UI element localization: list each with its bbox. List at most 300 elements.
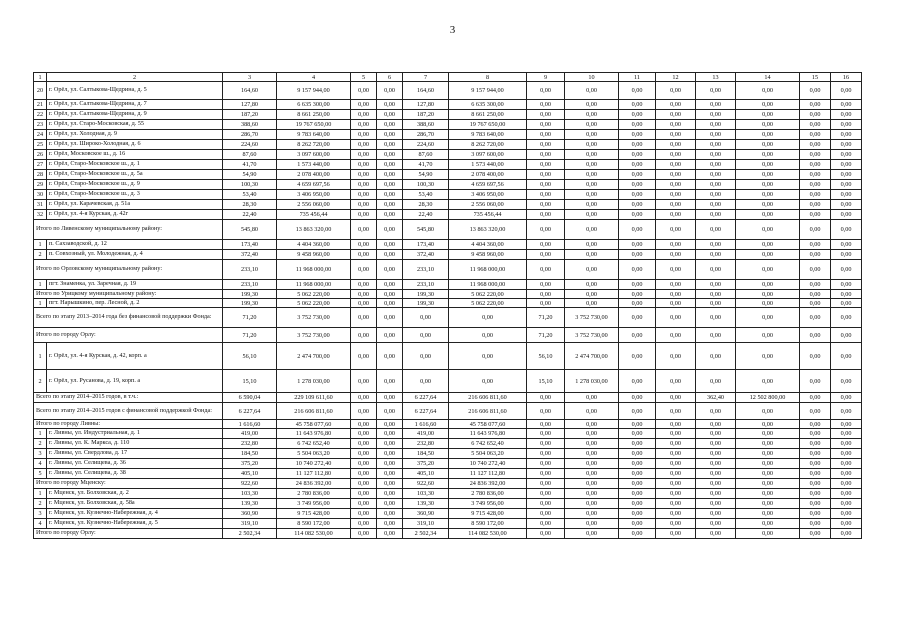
value-cell: 0,00	[656, 529, 696, 539]
value-cell: 41,70	[223, 160, 277, 170]
value-cell: 199,30	[223, 290, 277, 299]
value-cell: 0,00	[696, 130, 736, 140]
value-cell: 0,00	[351, 280, 377, 290]
value-cell: 0,00	[377, 110, 403, 120]
value-cell: 0,00	[696, 160, 736, 170]
value-cell: 0,00	[351, 210, 377, 220]
value-cell: 6 227,64	[403, 403, 449, 420]
value-cell: 0,00	[656, 449, 696, 459]
value-cell: 0,00	[619, 509, 656, 519]
value-cell: 0,00	[565, 290, 619, 299]
value-cell: 8 262 720,00	[277, 140, 351, 150]
value-cell: 233,10	[403, 280, 449, 290]
value-cell: 0,00	[351, 82, 377, 100]
value-cell: 11 968 000,00	[277, 260, 351, 280]
value-cell: 9 715 428,00	[449, 509, 527, 519]
value-cell: 0,00	[565, 140, 619, 150]
value-cell: 0,00	[377, 220, 403, 240]
value-cell: 19 767 650,00	[277, 120, 351, 130]
value-cell: 0,00	[351, 240, 377, 250]
value-cell: 0,00	[736, 499, 800, 509]
value-cell: 0,00	[800, 100, 831, 110]
value-cell: 11 968 000,00	[449, 280, 527, 290]
value-cell: 0,00	[351, 200, 377, 210]
value-cell: 100,30	[403, 180, 449, 190]
column-number: 4	[277, 73, 351, 82]
value-cell: 0,00	[619, 393, 656, 403]
value-cell: 0,00	[831, 120, 862, 130]
value-cell: 735 456,44	[277, 210, 351, 220]
value-cell: 0,00	[377, 170, 403, 180]
value-cell: 4 404 360,00	[277, 240, 351, 250]
value-cell: 0,00	[831, 393, 862, 403]
value-cell: 3 406 950,00	[277, 190, 351, 200]
value-cell: 103,30	[223, 489, 277, 499]
value-cell: 0,00	[619, 280, 656, 290]
value-cell: 735 456,44	[449, 210, 527, 220]
value-cell: 0,00	[351, 370, 377, 393]
value-cell: 0,00	[736, 220, 800, 240]
address-cell: г. Орёл, Старо-Московское ш., д. 1	[47, 160, 223, 170]
address-cell: г. Орёл, Старо-Московское ш., д. 3	[47, 190, 223, 200]
value-cell: 0,00	[656, 459, 696, 469]
address-cell: пгт. Знаменка, ул. Заречная, д. 19	[47, 280, 223, 290]
value-cell: 0,00	[696, 100, 736, 110]
table-row	[34, 110, 862, 120]
value-cell: 0,00	[527, 180, 565, 190]
value-cell: 0,00	[831, 290, 862, 299]
value-cell: 0,00	[377, 459, 403, 469]
value-cell: 0,00	[527, 130, 565, 140]
value-cell: 71,20	[223, 308, 277, 328]
table-row	[34, 160, 862, 170]
row-number: 28	[34, 170, 47, 180]
value-cell: 0,00	[619, 308, 656, 328]
total-label: Итого по городу Орлу:	[34, 529, 223, 539]
value-cell: 0,00	[696, 190, 736, 200]
value-cell: 0,00	[565, 479, 619, 489]
value-cell: 2 078 400,00	[277, 170, 351, 180]
value-cell: 375,20	[223, 459, 277, 469]
row-number: 2	[34, 499, 47, 509]
address-cell: г. Мценск, ул. Кузнечно-Набережная, д. 4	[47, 509, 223, 519]
value-cell: 0,00	[565, 82, 619, 100]
value-cell: 319,10	[223, 519, 277, 529]
value-cell: 184,50	[223, 449, 277, 459]
value-cell: 0,00	[736, 420, 800, 429]
value-cell: 0,00	[800, 290, 831, 299]
value-cell: 0,00	[403, 370, 449, 393]
value-cell: 0,00	[656, 140, 696, 150]
value-cell: 87,60	[403, 150, 449, 160]
value-cell: 360,90	[223, 509, 277, 519]
value-cell: 0,00	[800, 120, 831, 130]
value-cell: 0,00	[736, 370, 800, 393]
value-cell: 0,00	[656, 130, 696, 140]
address-cell: г. Орёл, ул. Салтыкова-Щедрина, д. 9	[47, 110, 223, 120]
value-cell: 0,00	[696, 180, 736, 190]
value-cell: 0,00	[800, 469, 831, 479]
value-cell: 0,00	[656, 370, 696, 393]
column-number: 15	[800, 73, 831, 82]
value-cell: 0,00	[696, 200, 736, 210]
value-cell: 0,00	[831, 170, 862, 180]
value-cell: 0,00	[696, 240, 736, 250]
value-cell: 0,00	[377, 120, 403, 130]
value-cell: 4 659 697,56	[449, 180, 527, 190]
value-cell: 0,00	[800, 370, 831, 393]
value-cell: 100,30	[223, 180, 277, 190]
value-cell: 0,00	[565, 299, 619, 308]
value-cell: 0,00	[619, 459, 656, 469]
value-cell: 0,00	[831, 499, 862, 509]
value-cell: 0,00	[800, 489, 831, 499]
value-cell: 56,10	[527, 343, 565, 370]
address-cell: г. Орёл, ул. Холодная, д. 9	[47, 130, 223, 140]
value-cell: 0,00	[619, 100, 656, 110]
value-cell: 0,00	[351, 299, 377, 308]
value-cell: 53,40	[223, 190, 277, 200]
value-cell: 0,00	[736, 479, 800, 489]
table-row	[34, 489, 862, 499]
value-cell: 405,10	[403, 469, 449, 479]
value-cell: 0,00	[527, 220, 565, 240]
value-cell: 9 715 428,00	[277, 509, 351, 519]
value-cell: 0,00	[351, 509, 377, 519]
value-cell: 0,00	[800, 82, 831, 100]
total-row	[34, 393, 862, 403]
value-cell: 0,00	[831, 529, 862, 539]
value-cell: 103,30	[403, 489, 449, 499]
value-cell: 0,00	[656, 170, 696, 180]
value-cell: 0,00	[831, 403, 862, 420]
value-cell: 388,60	[223, 120, 277, 130]
value-cell: 5 062 220,00	[277, 290, 351, 299]
value-cell: 0,00	[619, 489, 656, 499]
value-cell: 0,00	[527, 240, 565, 250]
value-cell: 0,00	[619, 82, 656, 100]
value-cell: 0,00	[656, 429, 696, 439]
value-cell: 0,00	[565, 280, 619, 290]
value-cell: 0,00	[831, 160, 862, 170]
value-cell: 0,00	[800, 190, 831, 200]
table-row	[34, 499, 862, 509]
value-cell: 0,00	[527, 120, 565, 130]
value-cell: 24 836 392,00	[277, 479, 351, 489]
row-number: 2	[34, 370, 47, 393]
value-cell: 545,80	[403, 220, 449, 240]
value-cell: 0,00	[696, 280, 736, 290]
value-cell: 0,00	[736, 459, 800, 469]
value-cell: 0,00	[565, 469, 619, 479]
value-cell: 28,30	[223, 200, 277, 210]
value-cell: 0,00	[565, 200, 619, 210]
value-cell: 0,00	[831, 370, 862, 393]
column-number: 13	[696, 73, 736, 82]
table-row	[34, 200, 862, 210]
value-cell: 0,00	[377, 479, 403, 489]
value-cell: 0,00	[565, 250, 619, 260]
value-cell: 0,00	[351, 100, 377, 110]
value-cell: 0,00	[619, 499, 656, 509]
value-cell: 187,20	[403, 110, 449, 120]
address-cell: г. Ливны, ул. Селищева, д. 38	[47, 469, 223, 479]
value-cell: 0,00	[565, 190, 619, 200]
value-cell: 8 661 250,00	[449, 110, 527, 120]
value-cell: 286,70	[223, 130, 277, 140]
value-cell: 45 758 077,60	[277, 420, 351, 429]
value-cell: 0,00	[800, 308, 831, 328]
value-cell: 9 157 944,00	[449, 82, 527, 100]
value-cell: 0,00	[565, 529, 619, 539]
value-cell: 0,00	[527, 519, 565, 529]
value-cell: 229 109 611,60	[277, 393, 351, 403]
value-cell: 0,00	[696, 429, 736, 439]
column-number: 11	[619, 73, 656, 82]
value-cell: 5 504 063,20	[277, 449, 351, 459]
value-cell: 0,00	[656, 160, 696, 170]
value-cell: 5 062 220,00	[277, 299, 351, 308]
value-cell: 0,00	[351, 120, 377, 130]
value-cell: 0,00	[527, 250, 565, 260]
value-cell: 0,00	[831, 519, 862, 529]
value-cell: 419,00	[403, 429, 449, 439]
value-cell: 0,00	[800, 280, 831, 290]
value-cell: 0,00	[831, 250, 862, 260]
address-cell: г. Мценск, ул. Кузнечно-Набережная, д. 5	[47, 519, 223, 529]
total-row	[34, 529, 862, 539]
value-cell: 0,00	[565, 180, 619, 190]
value-cell: 0,00	[527, 449, 565, 459]
row-number: 30	[34, 190, 47, 200]
value-cell: 11 643 976,80	[277, 429, 351, 439]
value-cell: 0,00	[351, 290, 377, 299]
value-cell: 0,00	[800, 220, 831, 240]
value-cell: 0,00	[800, 210, 831, 220]
value-cell: 164,60	[403, 82, 449, 100]
total-label: Итого по городу Мценску:	[34, 479, 223, 489]
value-cell: 0,00	[800, 459, 831, 469]
value-cell: 0,00	[656, 328, 696, 343]
value-cell: 0,00	[449, 308, 527, 328]
value-cell: 0,00	[351, 420, 377, 429]
table-row	[34, 130, 862, 140]
value-cell: 4 659 697,56	[277, 180, 351, 190]
value-cell: 0,00	[831, 509, 862, 519]
address-cell: г. Орёл, Старо-Московское ш., д. 5а	[47, 170, 223, 180]
value-cell: 0,00	[736, 489, 800, 499]
value-cell: 0,00	[696, 140, 736, 150]
value-cell: 372,40	[223, 250, 277, 260]
value-cell: 0,00	[377, 328, 403, 343]
value-cell: 0,00	[565, 100, 619, 110]
value-cell: 6 742 652,40	[277, 439, 351, 449]
value-cell: 0,00	[656, 420, 696, 429]
value-cell: 9 458 960,00	[277, 250, 351, 260]
value-cell: 114 082 530,00	[277, 529, 351, 539]
value-cell: 0,00	[377, 82, 403, 100]
value-cell: 8 262 720,00	[449, 140, 527, 150]
column-number: 12	[656, 73, 696, 82]
value-cell: 0,00	[527, 160, 565, 170]
address-cell: г. Орёл, ул. Карачевская, д. 51а	[47, 200, 223, 210]
column-number: 8	[449, 73, 527, 82]
value-cell: 0,00	[449, 370, 527, 393]
total-row	[34, 420, 862, 429]
value-cell: 0,00	[800, 479, 831, 489]
value-cell: 9 783 640,00	[277, 130, 351, 140]
total-row	[34, 220, 862, 240]
value-cell: 0,00	[800, 439, 831, 449]
value-cell: 10 740 272,40	[277, 459, 351, 469]
value-cell: 0,00	[565, 220, 619, 240]
value-cell: 0,00	[736, 180, 800, 190]
value-cell: 0,00	[377, 240, 403, 250]
page-number: 3	[449, 24, 456, 36]
value-cell: 0,00	[656, 220, 696, 240]
value-cell: 0,00	[527, 499, 565, 509]
value-cell: 0,00	[619, 343, 656, 370]
value-cell: 173,40	[223, 240, 277, 250]
value-cell: 0,00	[565, 403, 619, 420]
value-cell: 0,00	[377, 150, 403, 160]
value-cell: 0,00	[831, 210, 862, 220]
value-cell: 2 556 060,00	[277, 200, 351, 210]
address-cell: п. Сахзаводской, д. 12	[47, 240, 223, 250]
value-cell: 0,00	[696, 370, 736, 393]
row-number: 2	[34, 439, 47, 449]
value-cell: 0,00	[377, 260, 403, 280]
value-cell: 2 502,34	[403, 529, 449, 539]
value-cell: 199,30	[403, 290, 449, 299]
value-cell: 372,40	[403, 250, 449, 260]
value-cell: 0,00	[565, 509, 619, 519]
value-cell: 419,00	[223, 429, 277, 439]
value-cell: 0,00	[351, 170, 377, 180]
value-cell: 0,00	[377, 290, 403, 299]
value-cell: 0,00	[351, 150, 377, 160]
value-cell: 0,00	[831, 260, 862, 280]
value-cell: 0,00	[619, 299, 656, 308]
total-row	[34, 260, 862, 280]
value-cell: 2 780 836,00	[277, 489, 351, 499]
value-cell: 0,00	[696, 82, 736, 100]
value-cell: 0,00	[736, 140, 800, 150]
value-cell: 41,70	[403, 160, 449, 170]
value-cell: 0,00	[565, 489, 619, 499]
row-number: 3	[34, 509, 47, 519]
value-cell: 0,00	[619, 479, 656, 489]
column-number-header	[34, 73, 862, 82]
value-cell: 11 968 000,00	[449, 260, 527, 280]
value-cell: 6 590,04	[223, 393, 277, 403]
row-number: 1	[34, 299, 47, 308]
value-cell: 0,00	[736, 110, 800, 120]
value-cell: 0,00	[736, 308, 800, 328]
table-row	[34, 449, 862, 459]
value-cell: 1 573 440,00	[449, 160, 527, 170]
value-cell: 0,00	[831, 140, 862, 150]
value-cell: 0,00	[351, 260, 377, 280]
row-number: 20	[34, 82, 47, 100]
value-cell: 0,00	[736, 250, 800, 260]
value-cell: 3 749 956,00	[277, 499, 351, 509]
value-cell: 6 635 300,00	[449, 100, 527, 110]
value-cell: 0,00	[565, 459, 619, 469]
table-row	[34, 370, 862, 393]
value-cell: 224,60	[403, 140, 449, 150]
value-cell: 13 863 320,00	[277, 220, 351, 240]
value-cell: 0,00	[619, 210, 656, 220]
value-cell: 0,00	[800, 250, 831, 260]
value-cell: 0,00	[377, 160, 403, 170]
value-cell: 0,00	[619, 200, 656, 210]
value-cell: 0,00	[565, 150, 619, 160]
row-number: 29	[34, 180, 47, 190]
value-cell: 0,00	[656, 180, 696, 190]
value-cell: 388,60	[403, 120, 449, 130]
value-cell: 3 749 956,00	[449, 499, 527, 509]
value-cell: 0,00	[351, 250, 377, 260]
value-cell: 5 504 063,20	[449, 449, 527, 459]
column-number: 2	[47, 73, 223, 82]
value-cell: 0,00	[527, 280, 565, 290]
value-cell: 0,00	[619, 420, 656, 429]
value-cell: 0,00	[736, 469, 800, 479]
value-cell: 0,00	[656, 150, 696, 160]
value-cell: 0,00	[736, 170, 800, 180]
value-cell: 0,00	[656, 260, 696, 280]
value-cell: 0,00	[619, 150, 656, 160]
row-number: 21	[34, 100, 47, 110]
table-row	[34, 180, 862, 190]
value-cell: 0,00	[619, 220, 656, 240]
row-number: 4	[34, 519, 47, 529]
address-cell: г. Орёл, Старо-Московское ш., д. 9	[47, 180, 223, 190]
value-cell: 0,00	[565, 429, 619, 439]
value-cell: 0,00	[696, 250, 736, 260]
value-cell: 922,60	[223, 479, 277, 489]
value-cell: 0,00	[656, 200, 696, 210]
value-cell: 0,00	[565, 420, 619, 429]
value-cell: 0,00	[377, 393, 403, 403]
value-cell: 0,00	[351, 403, 377, 420]
value-cell: 11 968 000,00	[277, 280, 351, 290]
value-cell: 0,00	[351, 479, 377, 489]
value-cell: 0,00	[351, 469, 377, 479]
value-cell: 0,00	[736, 299, 800, 308]
value-cell: 0,00	[377, 180, 403, 190]
address-cell: пгт. Нарышкино, пер. Лесной, д. 2	[47, 299, 223, 308]
value-cell: 0,00	[696, 489, 736, 499]
row-number: 27	[34, 160, 47, 170]
value-cell: 0,00	[800, 180, 831, 190]
value-cell: 0,00	[527, 140, 565, 150]
value-cell: 0,00	[736, 260, 800, 280]
value-cell: 9 157 944,00	[277, 82, 351, 100]
value-cell: 0,00	[656, 469, 696, 479]
row-number: 1	[34, 280, 47, 290]
value-cell: 0,00	[351, 190, 377, 200]
value-cell: 5 062 220,00	[449, 290, 527, 299]
value-cell: 0,00	[377, 130, 403, 140]
value-cell: 9 783 640,00	[449, 130, 527, 140]
value-cell: 0,00	[696, 403, 736, 420]
value-cell: 0,00	[377, 250, 403, 260]
total-label: Всего по этапу 2014–2015 годов с финансовой поддержкой Фонда:	[34, 403, 223, 420]
value-cell: 0,00	[527, 529, 565, 539]
value-cell: 319,10	[403, 519, 449, 529]
